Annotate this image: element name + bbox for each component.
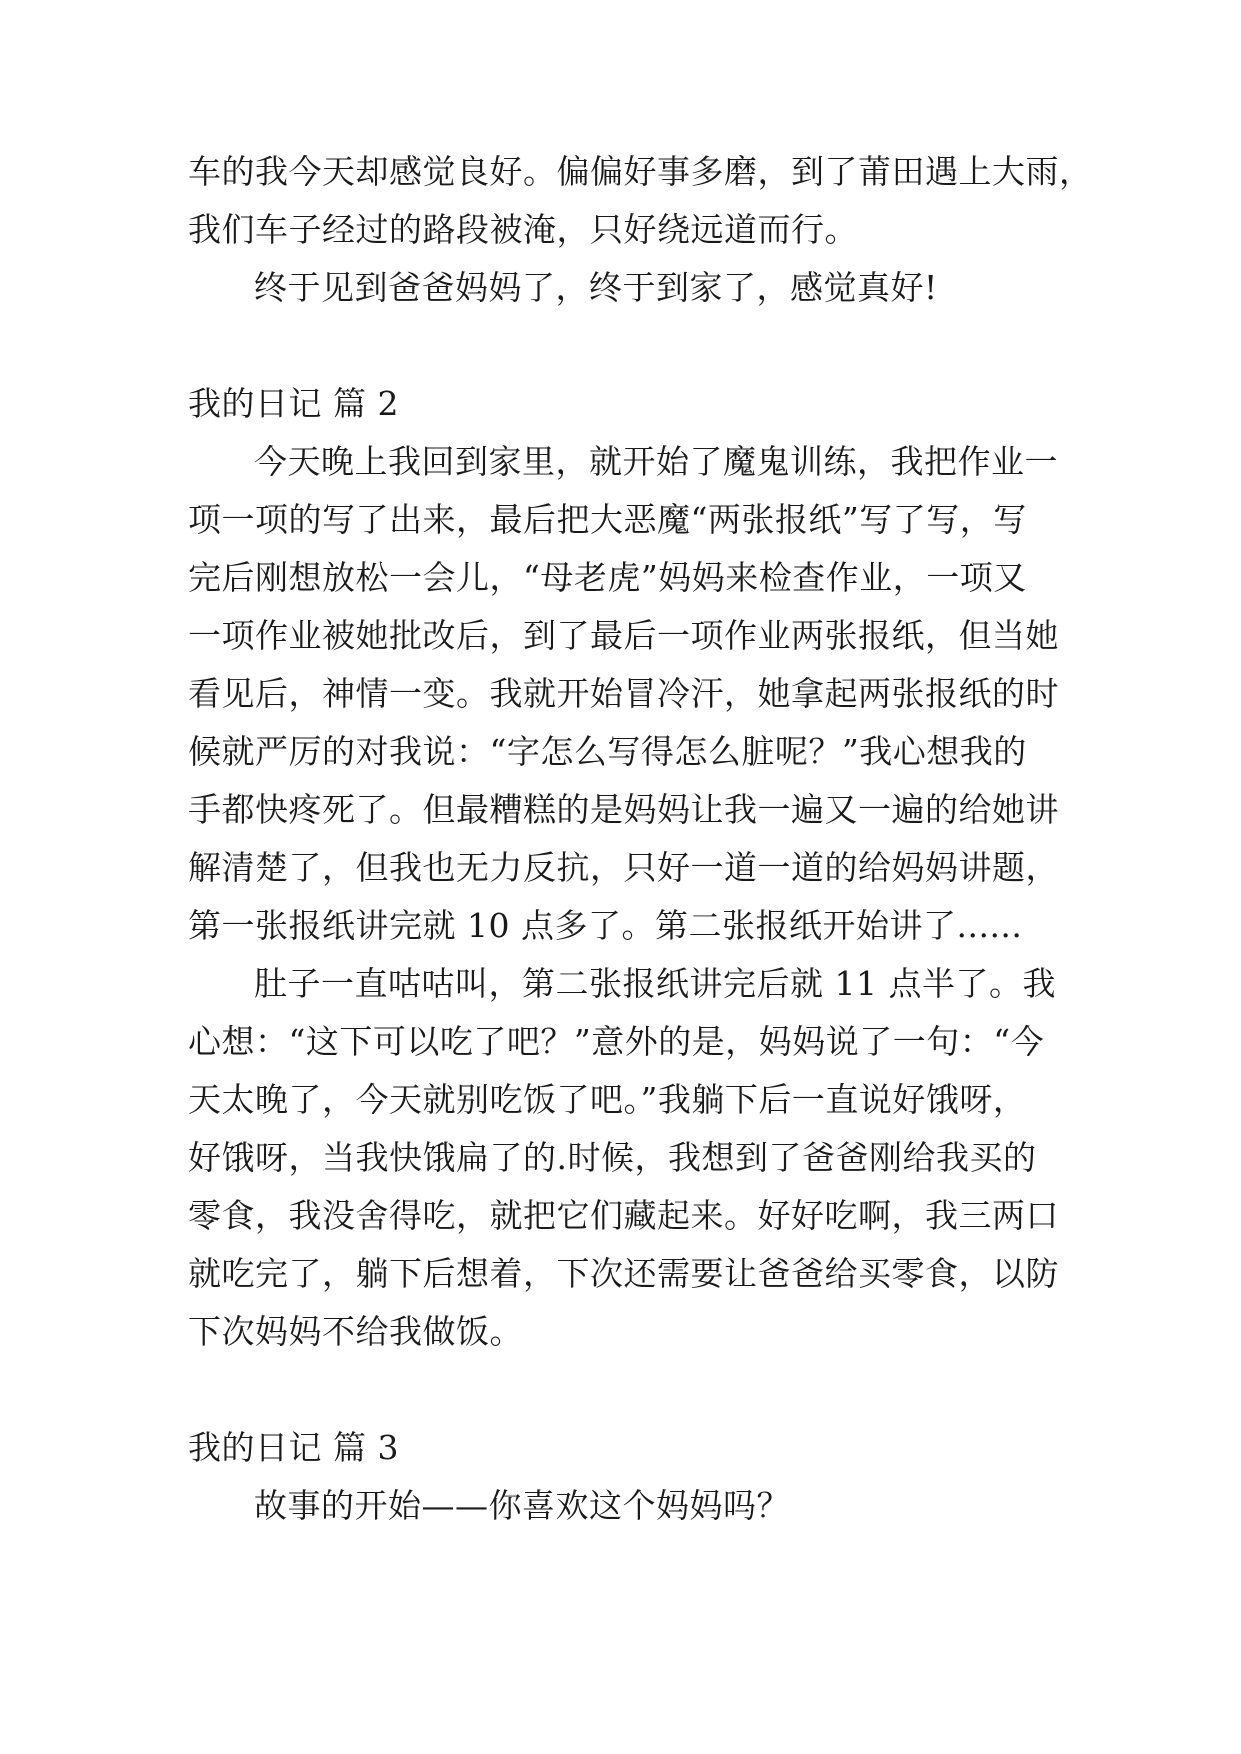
- paragraph-line: 手都快疼死了。但最糟糕的是妈妈让我一遍又一遍的给她讲: [188, 790, 1059, 829]
- section-heading: 我的日记 篇 2: [188, 384, 399, 423]
- paragraph-line: 零食，我没舍得吃，就把它们藏起来。好好吃啊，我三两口: [188, 1196, 1059, 1235]
- paragraph-line: 看见后，神情一变。我就开始冒冷汗，她拿起两张报纸的时: [188, 674, 1059, 713]
- paragraph-line: 项一项的写了出来，最后把大恶魔“两张报纸”写了写，写: [188, 500, 1027, 539]
- paragraph-line: 心想：“这下可以吃了吧？”意外的是，妈妈说了一句：“今: [188, 1022, 1045, 1061]
- paragraph-line: 解清楚了，但我也无力反抗，只好一道一道的给妈妈讲题，: [188, 848, 1059, 887]
- paragraph-line: 完后刚想放松一会儿，“母老虎”妈妈来检查作业，一项又: [188, 558, 1027, 597]
- paragraph-line: 下次妈妈不给我做饭。: [188, 1312, 523, 1351]
- paragraph-line: 故事的开始——你喜欢这个妈妈吗？: [254, 1486, 790, 1525]
- paragraph-line: 终于见到爸爸妈妈了，终于到家了，感觉真好!: [254, 268, 938, 307]
- section-heading: 我的日记 篇 3: [188, 1428, 399, 1467]
- paragraph-line: 好饿呀，当我快饿扁了的.时候，我想到了爸爸刚给我买的: [188, 1138, 1037, 1177]
- paragraph-line: 肚子一直咕咕叫，第二张报纸讲完后就 11 点半了。我: [254, 964, 1056, 1003]
- paragraph-line: 天太晚了，今天就别吃饭了吧。”我躺下后一直说好饿呀，: [188, 1080, 1027, 1119]
- paragraph-line: 今天晚上我回到家里，就开始了魔鬼训练，我把作业一: [254, 442, 1058, 481]
- paragraph-line: 第一张报纸讲完就 10 点多了。第二张报纸开始讲了......: [188, 906, 1023, 945]
- paragraph-line: 就吃完了，躺下后想着，下次还需要让爸爸给买零食，以防: [188, 1254, 1059, 1293]
- paragraph-line: 车的我今天却感觉良好。偏偏好事多磨，到了莆田遇上大雨，: [188, 152, 1093, 191]
- paragraph-line: 候就严厉的对我说：“字怎么写得怎么脏呢？”我心想我的: [188, 732, 1027, 771]
- paragraph-line: 我们车子经过的路段被淹，只好绕远道而行。: [188, 210, 858, 249]
- paragraph-line: 一项作业被她批改后，到了最后一项作业两张报纸，但当她: [188, 616, 1059, 655]
